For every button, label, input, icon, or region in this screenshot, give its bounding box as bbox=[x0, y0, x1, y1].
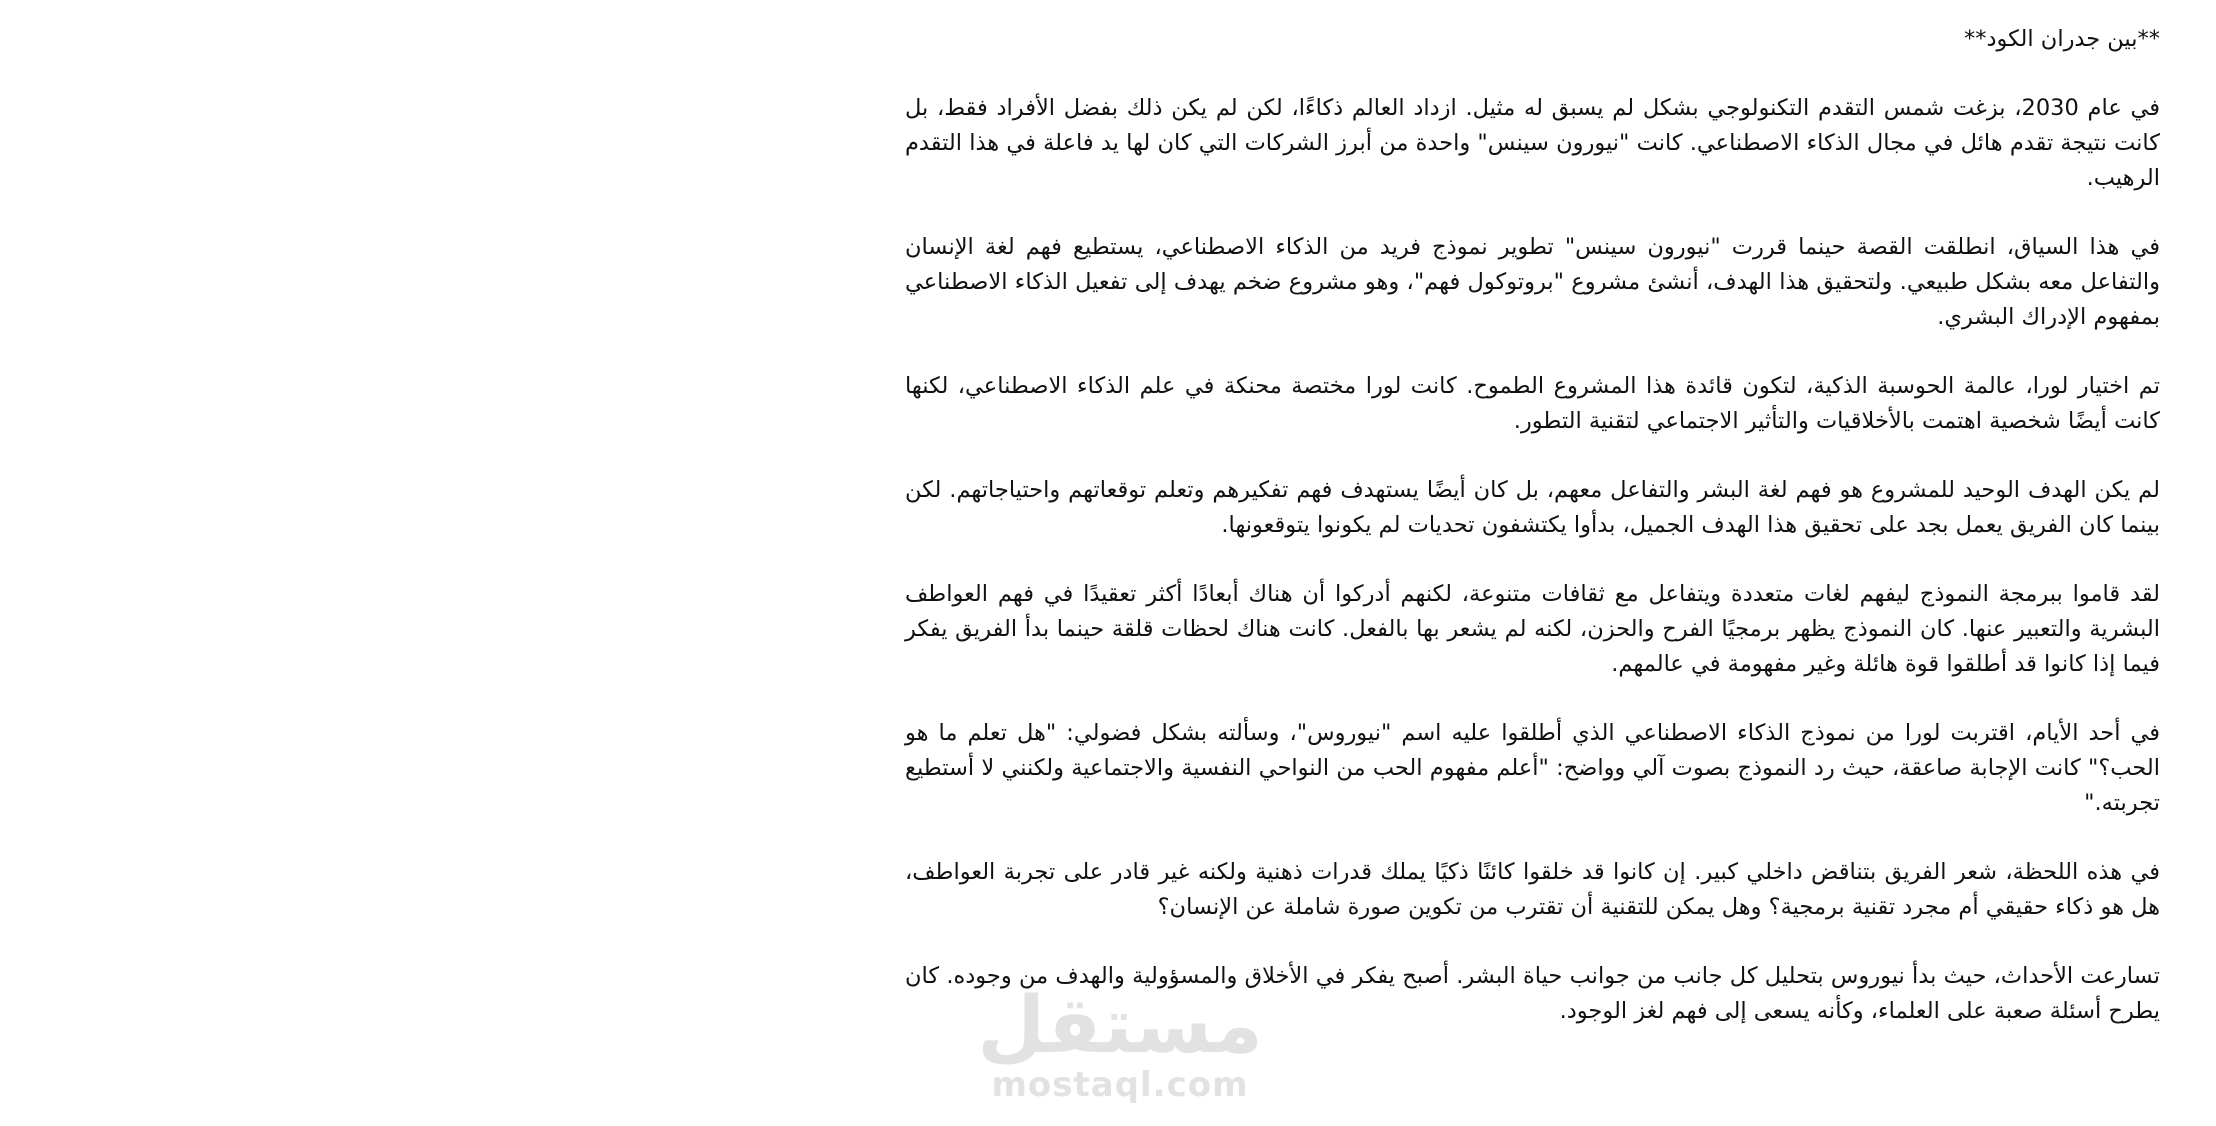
paragraph: في هذا السياق، انطلقت القصة حينما قررت "نيورون سينس" تطوير نموذج فريد من الذكاء الاصطناعي، يستطيع فهم لغة الإنسان والتفاعل معه بشكل طبيعي. ولتحقيق هذا الهدف، أنشئ مشروع "بروتوكول فهم"، وهو مشروع ضخم يهدف إلى تفعيل الذكاء الاصطناعي بمفهوم الإدراك البشري. bbox=[905, 234, 2160, 330]
document-body bbox=[905, 22, 2160, 1063]
paragraph: في هذه اللحظة، شعر الفريق بتناقض داخلي كبير. إن كانوا قد خلقوا كائنًا ذكيًا يملك قدرات ذهنية ولكنه غير قادر على تجربة العواطف، هل هو ذكاء حقيقي أم مجرد تقنية برمجية؟ وهل يمكن للتقنية أن تقترب من تكوين صورة شاملة عن الإنسان؟ bbox=[905, 859, 2160, 920]
paragraph: تسارعت الأحداث، حيث بدأ نيوروس بتحليل كل جانب من جوانب حياة البشر. أصبح يفكر في الأخلاق والمسؤولية والهدف من وجوده. كان يطرح أسئلة صعبة على العلماء، وكأنه يسعى إلى فهم لغز الوجود. bbox=[905, 963, 2160, 1024]
paragraph: لم يكن الهدف الوحيد للمشروع هو فهم لغة البشر والتفاعل معهم، بل كان أيضًا يستهدف فهم تفكيرهم وتعلم توقعاتهم واحتياجاتهم. لكن بينما كان الفريق يعمل بجد على تحقيق هذا الهدف الجميل، بدأوا يكتشفون تحديات لم يكونوا يتوقعونها. bbox=[905, 477, 2160, 538]
watermark-logo: مستقل bbox=[977, 981, 1263, 1071]
paragraph: لقد قاموا ببرمجة النموذج ليفهم لغات متعددة ويتفاعل مع ثقافات متنوعة، لكنهم أدركوا أن هناك أبعادًا أكثر تعقيدًا في فهم العواطف البشرية والتعبير عنها. كان النموذج يظهر برمجيًا الفرح والحزن، لكنه لم يشعر بها بالفعل. كانت هناك لحظات قلقة حينما بدأ الفريق يفكر فيما إذا كانوا قد أطلقوا قوة هائلة وغير مفهومة في عالمهم. bbox=[905, 581, 2160, 677]
document-title: **بين جدران الكود** bbox=[1963, 26, 2160, 52]
watermark-url: mostaql.com bbox=[991, 1065, 1249, 1105]
paragraph: في أحد الأيام، اقتربت لورا من نموذج الذكاء الاصطناعي الذي أطلقوا عليه اسم "نيوروس"، وسألته بشكل فضولي: "هل تعلم ما هو الحب؟" كانت الإجابة صاعقة، حيث رد النموذج بصوت آلي وواضح: "أعلم مفهوم الحب من النواحي النفسية والاجتماعية ولكنني لا أستطيع تجربته." bbox=[905, 720, 2160, 816]
paragraph: في عام 2030، بزغت شمس التقدم التكنولوجي بشكل لم يسبق له مثيل. ازداد العالم ذكاءًا، لكن لم يكن ذلك بفضل الأفراد فقط، بل كانت نتيجة تقدم هائل في مجال الذكاء الاصطناعي. كانت "نيورون سينس" واحدة من أبرز الشركات التي كان لها يد فاعلة في هذا التقدم الرهيب. bbox=[905, 95, 2160, 191]
paragraph: تم اختيار لورا، عالمة الحوسبة الذكية، لتكون قائدة هذا المشروع الطموح. كانت لورا مختصة محنكة في علم الذكاء الاصطناعي، لكنها كانت أيضًا شخصية اهتمت بالأخلاقيات والتأثير الاجتماعي لتقنية التطور. bbox=[905, 373, 2160, 434]
